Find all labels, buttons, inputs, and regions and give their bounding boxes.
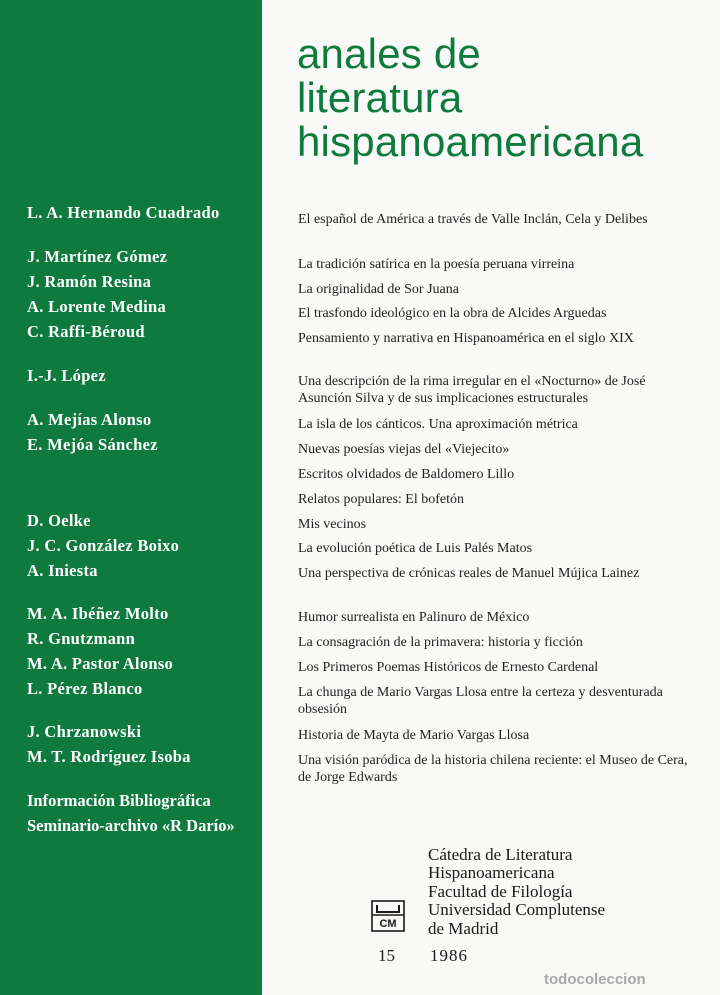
article-title: Nuevas poesías viejas del «Viejecito» xyxy=(298,442,510,457)
section-label: Seminario-archivo «R Darío» xyxy=(27,816,235,835)
author-name: I.-J. López xyxy=(27,366,106,385)
article-title: Mis vecinos xyxy=(298,517,367,532)
journal-title-line: literatura xyxy=(297,74,463,121)
author-name: L. Pérez Blanco xyxy=(27,679,143,698)
article-title: El español de América a través de Valle Inclán, Cela y Delibes xyxy=(298,212,648,227)
article-title: Una visión paródica de la historia chilena reciente: el Museo de Cera, de Jorge Edwards xyxy=(298,753,688,785)
publisher-block xyxy=(428,846,605,938)
author-name: M. A. Pastor Alonso xyxy=(27,654,174,673)
issue-number: 15 xyxy=(378,946,395,965)
publisher-line: Universidad Complutense xyxy=(428,900,606,920)
journal-title-line: anales de xyxy=(297,30,481,77)
watermark-text: todocoleccion xyxy=(544,971,646,988)
author-name: R. Gnutzmann xyxy=(27,629,136,648)
publication-year: 1986 xyxy=(430,946,468,965)
article-title: Pensamiento y narrativa en Hispanoamérica en el siglo XIX xyxy=(298,331,634,346)
publisher-line: Hispanoamericana xyxy=(428,863,555,883)
author-name: E. Mejóa Sánchez xyxy=(27,435,158,454)
author-name: J. C. González Boixo xyxy=(27,536,180,555)
article-title: Los Primeros Poemas Históricos de Ernesto Cardenal xyxy=(298,660,599,675)
article-title: Una descripción de la rima irregular en el «Nocturno» de José Asunción Silva y de sus implicaciones estructurales xyxy=(298,374,646,406)
author-name: A. Iniesta xyxy=(27,561,98,580)
author-name: D. Oelke xyxy=(27,511,91,530)
article-title: La chunga de Mario Vargas Llosa entre la certeza y desventurada obsesión xyxy=(298,685,663,717)
green-side-panel xyxy=(0,0,262,995)
article-title: La evolución poética de Luis Palés Matos xyxy=(298,541,533,556)
author-name: J. Martínez Gómez xyxy=(27,247,168,266)
journal-title-line: hispanoamericana xyxy=(297,118,644,165)
author-name: M. A. Ibéñez Molto xyxy=(27,604,169,623)
article-title: Historia de Mayta de Mario Vargas Llosa xyxy=(298,728,530,743)
author-name: J. Chrzanowski xyxy=(27,722,142,741)
article-title: La originalidad de Sor Juana xyxy=(298,282,459,297)
publisher-line: Facultad de Filología xyxy=(428,881,573,901)
author-name: A. Lorente Medina xyxy=(27,297,167,316)
article-title: La consagración de la primavera: historia y ficción xyxy=(298,635,583,650)
article-title: Una perspectiva de crónicas reales de Manuel Mújica Lainez xyxy=(298,566,640,581)
article-title: Relatos populares: El bofetón xyxy=(298,492,465,507)
article-title: La isla de los cánticos. Una aproximación métrica xyxy=(298,417,578,432)
author-name: M. T. Rodríguez Isoba xyxy=(27,747,191,766)
article-title: La tradición satírica en la poesía peruana virreina xyxy=(298,257,575,272)
article-title: Escritos olvidados de Baldomero Lillo xyxy=(298,467,515,482)
journal-title xyxy=(297,32,643,164)
publisher-line: de Madrid xyxy=(428,918,499,938)
article-title: El trasfondo ideológico en la obra de Alcides Arguedas xyxy=(298,306,607,321)
author-name: A. Mejías Alonso xyxy=(27,410,152,429)
author-name: C. Raffi-Béroud xyxy=(27,322,145,341)
author-name: L. A. Hernando Cuadrado xyxy=(27,203,220,222)
publisher-line: Cátedra de Literatura xyxy=(428,845,573,864)
author-name: J. Ramón Resina xyxy=(27,272,152,291)
article-title: Humor surrealista en Palinuro de México xyxy=(298,610,530,625)
section-label: Información Bibliográfica xyxy=(27,791,211,810)
ucm-logo-icon xyxy=(371,900,405,932)
logo-text: CM xyxy=(379,918,397,930)
